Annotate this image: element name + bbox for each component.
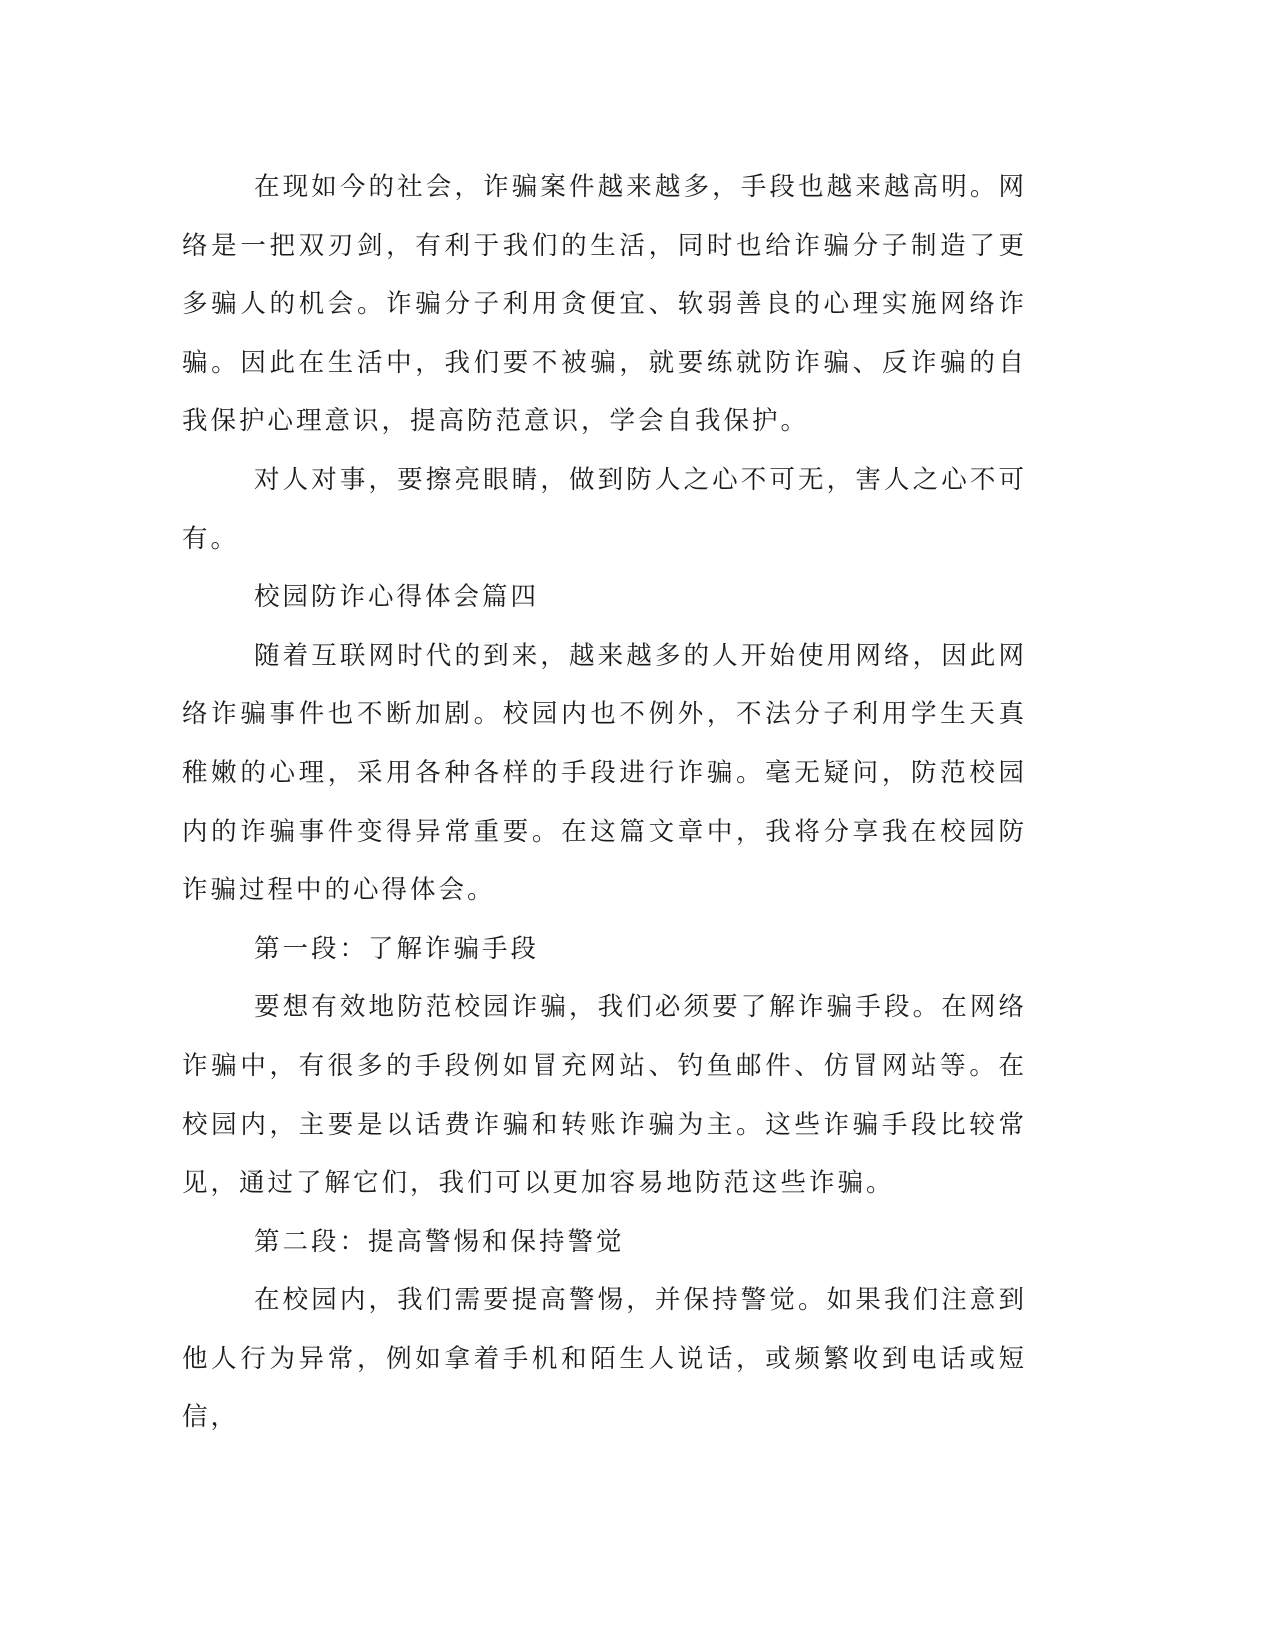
paragraph-fraud-intro: 在现如今的社会，诈骗案件越来越多，手段也越来越高明。网络是一把双刃剑，有利于我们的生活，同时也给诈骗分子制造了更多骗人的机会。诈骗分子利用贪便宜、软弱善良的心理实施网络诈骗。因此在生活中，我们要不被骗，就要练就防诈骗、反诈骗的自我保护心理意识，提高防范意识，学会自我保护。 xyxy=(182,172,1027,437)
document-body xyxy=(182,158,1027,1447)
paragraph-understand-methods: 要想有效地防范校园诈骗，我们必须要了解诈骗手段。在网络诈骗中，有很多的手段例如冒充网站、钓鱼邮件、仿冒网站等。在校园内，主要是以话费诈骗和转账诈骗为主。这些诈骗手段比较常见，通过了解它们，我们可以更加容易地防范这些诈骗。 xyxy=(182,992,1027,1199)
paragraph-stay-alert: 在校园内，我们需要提高警惕，并保持警觉。如果我们注意到他人行为异常，例如拿着手机和陌生人说话，或频繁收到电话或短信， xyxy=(182,1285,1027,1433)
paragraph-vigilance: 对人对事，要擦亮眼睛，做到防人之心不可无，害人之心不可有。 xyxy=(182,464,1027,554)
section-title-part-four: 校园防诈心得体会篇四 xyxy=(254,582,540,613)
paragraph-internet-era: 随着互联网时代的到来，越来越多的人开始使用网络，因此网络诈骗事件也不断加剧。校园内也不例外，不法分子利用学生天真稚嫩的心理，采用各种各样的手段进行诈骗。毫无疑问，防范校园内的诈骗事件变得异常重要。在这篇文章中，我将分享我在校园防诈骗过程中的心得体会。 xyxy=(182,640,1027,906)
heading-section-two: 第二段：提高警惕和保持警觉 xyxy=(254,1226,625,1257)
heading-section-one: 第一段：了解诈骗手段 xyxy=(254,933,540,964)
